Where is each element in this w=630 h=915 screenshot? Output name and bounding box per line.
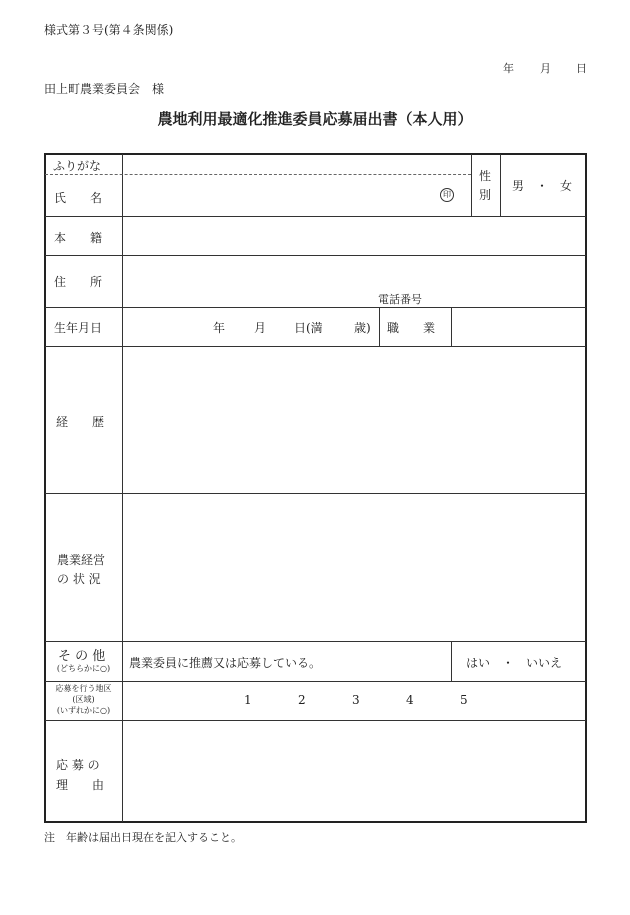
furigana-input[interactable] [124, 155, 470, 173]
name-label: 氏 名 [54, 191, 103, 205]
other-label: そ の 他 [58, 649, 106, 664]
row-divider-district [45, 720, 586, 721]
row-divider-address [45, 307, 586, 308]
furigana-label: ふりがな [53, 159, 102, 173]
date-year-label: 年 [503, 62, 514, 75]
reason-label-1: 応 募 の [56, 758, 100, 772]
district-option-1[interactable]: 1 [244, 693, 252, 707]
name-input[interactable] [124, 176, 434, 214]
district-label-2: (区域) [72, 695, 95, 704]
row-divider-name [45, 216, 586, 217]
row-divider-birthdate [45, 346, 586, 347]
furigana-divider [45, 174, 471, 175]
birth-day-age-label: 日(満 [294, 321, 323, 335]
farm-status-input[interactable] [124, 495, 585, 640]
row-divider-other [45, 681, 586, 682]
occupation-divider [379, 307, 380, 346]
row-divider-career [45, 493, 586, 494]
row-divider-domicile [45, 255, 586, 256]
row-divider-farm-status [45, 641, 586, 642]
sex-options[interactable]: 男 ・ 女 [512, 179, 573, 193]
district-option-4[interactable]: 4 [406, 693, 414, 707]
sex-value-divider [500, 154, 501, 216]
birth-age-unit: 歳) [354, 321, 371, 335]
other-options-divider [451, 641, 452, 681]
birth-year-label: 年 [213, 321, 226, 335]
domicile-input[interactable] [124, 218, 585, 254]
occupation-value-divider [451, 307, 452, 346]
farm-status-label-2: の 状 況 [57, 572, 101, 586]
form-number: 様式第３号(第４条関係) [44, 23, 174, 37]
other-question: 農業委員に推薦又は応募している。 [129, 656, 322, 670]
domicile-label: 本 籍 [54, 231, 103, 245]
date-month-label: 月 [540, 62, 551, 75]
career-label: 経 歴 [56, 415, 105, 429]
birth-month-label: 月 [254, 321, 267, 335]
sex-label-2: 別 [479, 188, 492, 202]
other-note: (どちらかに○) [56, 664, 111, 673]
career-input[interactable] [124, 348, 585, 492]
footer-note: 注 年齢は届出日現在を記入すること。 [44, 831, 242, 844]
district-label-3: (いずれかに○) [56, 706, 111, 715]
phone-input[interactable] [430, 289, 585, 305]
address-input[interactable] [124, 257, 585, 287]
address-label: 住 所 [54, 275, 103, 289]
occupation-label: 職 業 [387, 321, 436, 335]
other-options[interactable]: はい ・ いいえ [466, 656, 563, 670]
reason-input[interactable] [124, 722, 585, 821]
date-day-label: 日 [576, 62, 587, 75]
district-option-2[interactable]: 2 [298, 693, 306, 707]
reason-label-2: 理 由 [56, 778, 105, 792]
phone-label: 電話番号 [378, 293, 422, 306]
sex-column-divider [471, 154, 472, 216]
sex-label: 性 [479, 169, 492, 183]
addressee: 田上町農業委員会 様 [44, 82, 165, 96]
district-option-5[interactable]: 5 [460, 693, 468, 707]
seal-icon: 印 [440, 188, 454, 202]
birthdate-input[interactable] [124, 309, 378, 345]
district-label-1: 応募を行う地区 [55, 684, 112, 693]
district-option-3[interactable]: 3 [352, 693, 360, 707]
page-title: 農地利用最適化推進委員応募届出書（本人用） [157, 110, 473, 128]
occupation-input[interactable] [453, 309, 585, 345]
birthdate-label: 生年月日 [54, 321, 103, 335]
farm-status-label-1: 農業経営 [57, 553, 106, 567]
